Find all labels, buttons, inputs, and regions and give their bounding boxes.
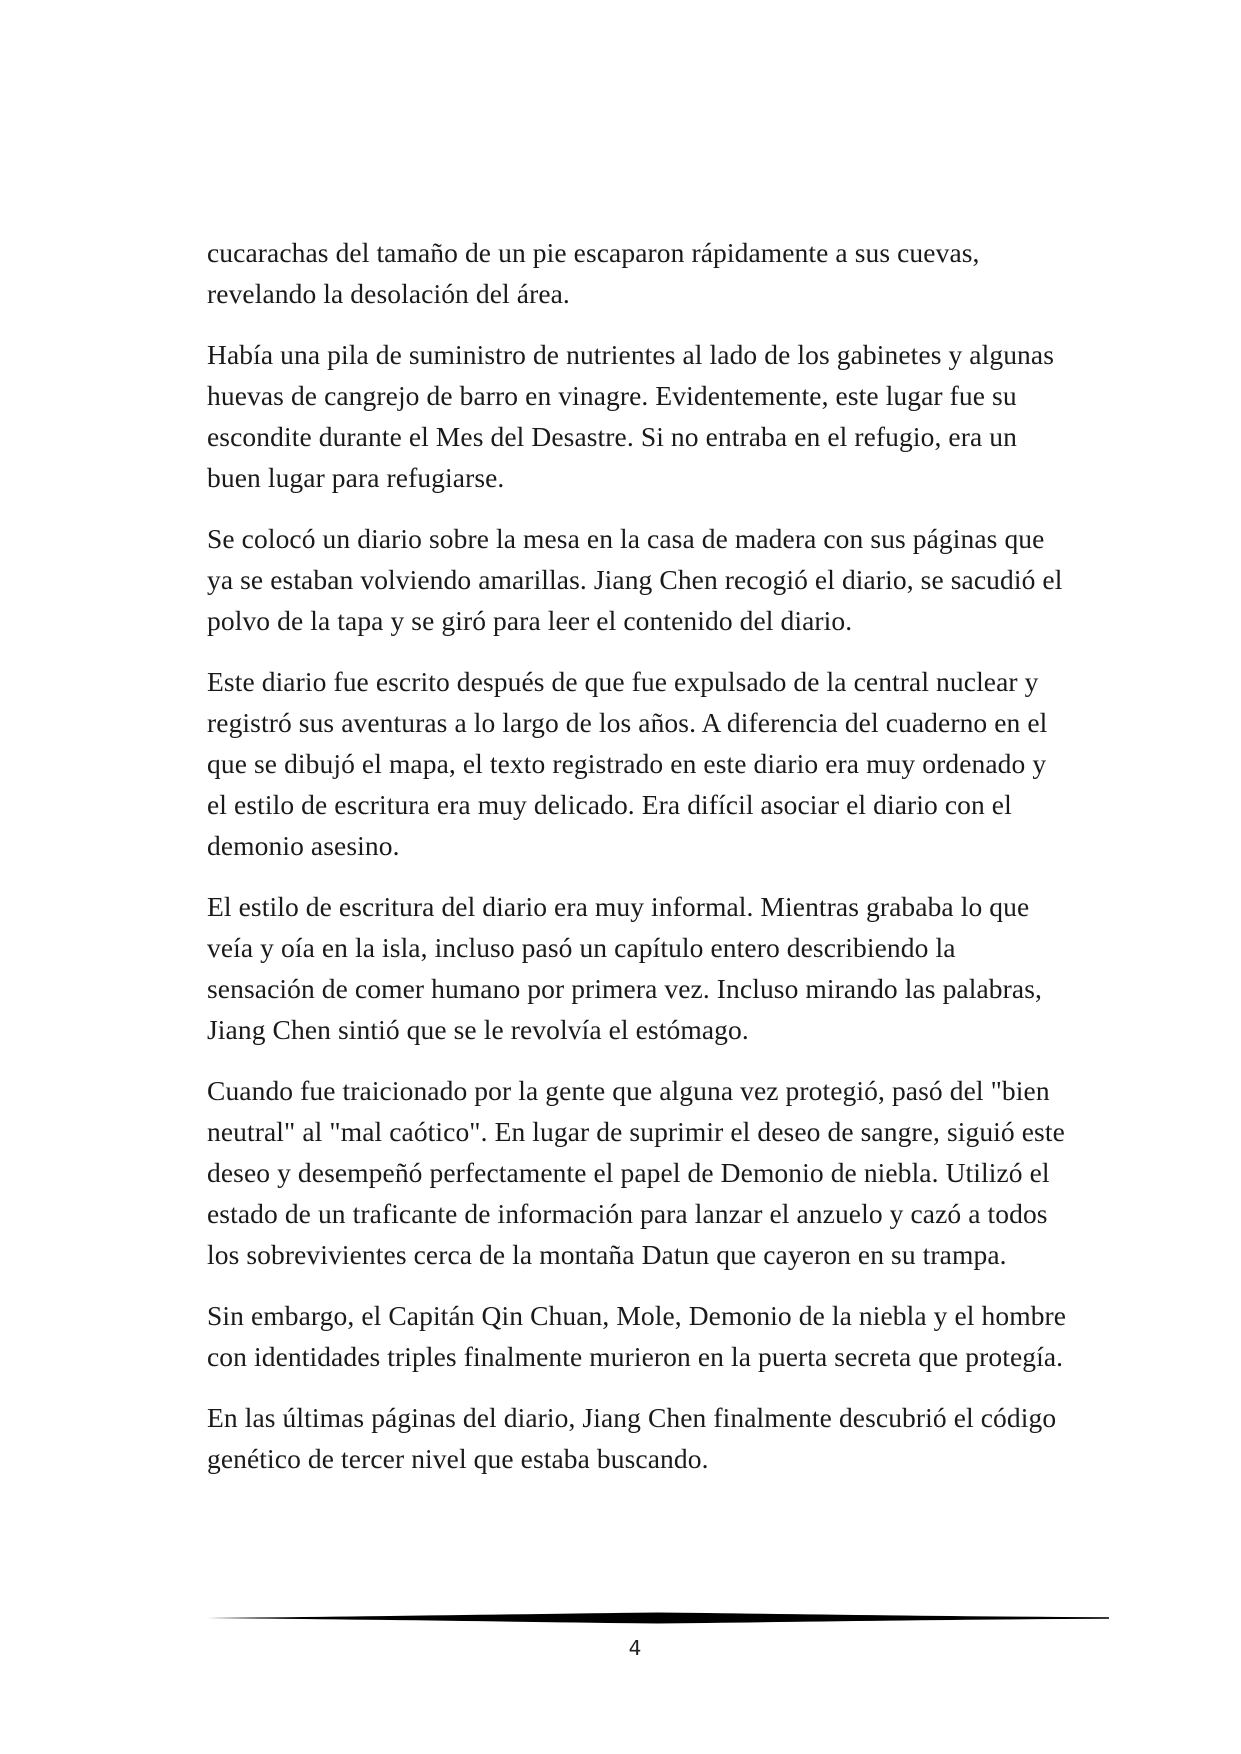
footer-divider: [207, 1611, 1109, 1625]
paragraph-2: Había una pila de suministro de nutrientes al lado de los gabinetes y algunas huevas de cangrejo de barro en vinagre. Evidentemente, este lugar fue su escondite durante el Mes del Desastre. Si no entraba en el refugio, era un buen lugar para refugiarse.: [207, 339, 1054, 493]
body-text: [207, 232, 1067, 1499]
paragraph-5: El estilo de escritura del diario era muy informal. Mientras grababa lo que veía y oía en la isla, incluso pasó un capítulo entero describiendo la sensación de comer humano por primera vez. Incluso mirando las palabras, Jiang Chen sintió que se le revolvía el estómago.: [207, 891, 1042, 1045]
footer-divider-stroke: [207, 1613, 1109, 1624]
paragraph-6: Cuando fue traicionado por la gente que alguna vez protegió, pasó del "bien neutral" al "mal caótico". En lugar de suprimir el deseo de sangre, siguió este deseo y desempeñó perfectamente el papel de Demonio de niebla. Utilizó el estado de un traficante de información para lanzar el anzuelo y cazó a todos los sobrevivientes cerca de la montaña Datun que cayeron en su trampa.: [207, 1075, 1065, 1270]
page-number: 4: [628, 1636, 642, 1660]
paragraph-1: cucarachas del tamaño de un pie escaparon rápidamente a sus cuevas, revelando la desolación del área.: [207, 237, 980, 309]
paragraph-8: En las últimas páginas del diario, Jiang Chen finalmente descubrió el código genético de tercer nivel que estaba buscando.: [207, 1402, 1057, 1474]
paragraph-7: Sin embargo, el Capitán Qin Chuan, Mole, Demonio de la niebla y el hombre con identidades triples finalmente murieron en la puerta secreta que protegía.: [207, 1300, 1067, 1372]
paragraph-3: Se colocó un diario sobre la mesa en la casa de madera con sus páginas que ya se estaban volviendo amarillas. Jiang Chen recogió el diario, se sacudió el polvo de la tapa y se giró para leer el contenido del diario.: [207, 523, 1063, 636]
paragraph-4: Este diario fue escrito después de que fue expulsado de la central nuclear y registró sus aventuras a lo largo de los años. A diferencia del cuaderno en el que se dibujó el mapa, el texto registrado en este diario era muy ordenado y el estilo de escritura era muy delicado. Era difícil asociar el diario con el demonio asesino.: [207, 666, 1048, 861]
